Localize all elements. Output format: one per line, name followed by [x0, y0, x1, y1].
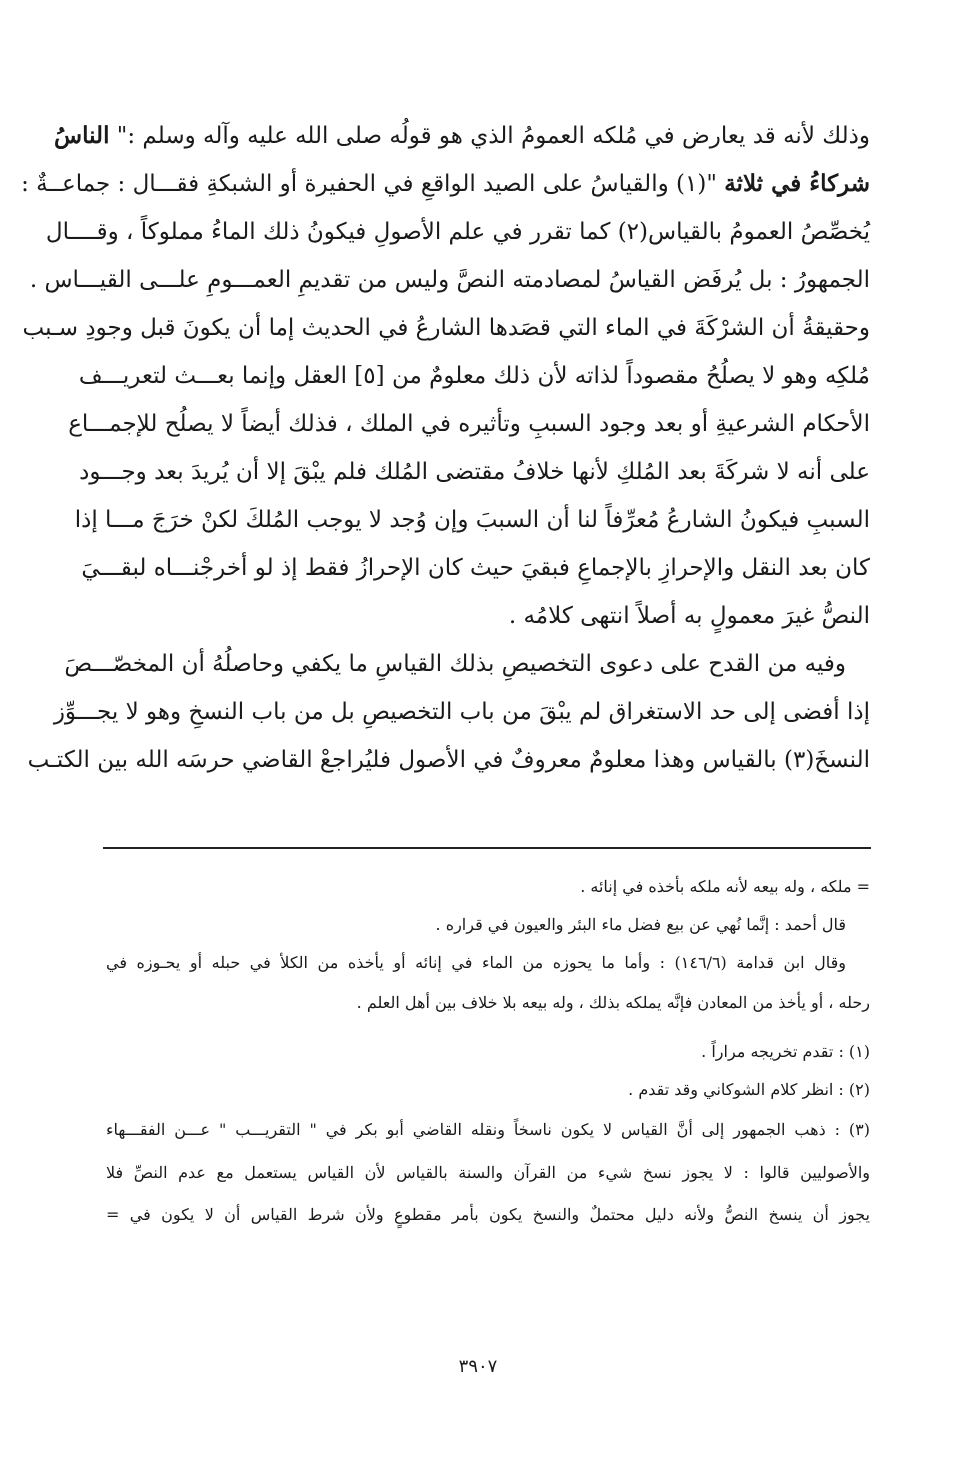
text-line [21, 167, 870, 201]
footnote-line: (١) : تقدم تخريجه مراراً . [701, 1042, 870, 1061]
text-line: كان بعد النقل والإحرازِ بالإجماعِ فبقيَ حيث كان الإحرازُ فقط إذ لو أخرجْنـــاه لبقـــيَ [81, 555, 870, 581]
page-number: ٣٩٠٧ [458, 1356, 498, 1377]
text-line: وحقيقةُ أن الشرْكَةَ في الماء التي قصَدها الشارعُ في الحديث إما أن يكونَ قبل وجودِ سـبب [22, 315, 870, 341]
text-line: إذا أفضى إلى حد الاستغراق لم يبْقَ من باب التخصيصِ بل من باب النسخِ وهو لا يجـــوِّز [53, 699, 870, 725]
footnote-line: (٢) : انظر كلام الشوكاني وقد تقدم . [628, 1080, 870, 1099]
footnote-line: = ملكه ، وله بيعه لأنه ملكه بأخذه في إنائه . [580, 877, 870, 896]
bold-text: الناسُ [54, 122, 110, 149]
text-line: وفيه من القدح على دعوى التخصيصِ بذلك القياسِ ما يكفي وحاصلُهُ أن المخصّـــصَ [64, 651, 846, 677]
footnote-line: وقال ابن قدامة (١٤٦/٦) : وأما ما يحوزه من الماء في إنائه أو يأخذه من الكلأ في حبله أو يحـوزه في [106, 953, 847, 972]
text-line: النسخَ(٣) بالقياس وهذا معلومٌ معروفٌ في الأصول فليُراجعْ القاضي حرسَه الله بين الكتـب [27, 747, 870, 773]
text-line: الأحكام الشرعيةِ أو بعد وجود السببِ وتأثيره في الملك ، فذلك أيضاً لا يصلُح للإجمـــاع [68, 411, 870, 437]
text-line: السببِ فيكونُ الشارعُ مُعرِّفاً لنا أن السببَ وإن وُجد لا يوجب المُلكَ لكنْ خرَجَ مـــا إذا [74, 507, 870, 533]
text-segment: "(١) والقياسُ على الصيد الواقعِ في الحفيرة أو الشبكةِ فقـــال : جماعــةٌ : [21, 171, 725, 197]
footnote-line: والأصوليين قالوا : لا يجوز نسخ شيء من القرآن والسنة بالقياس لأن القياس يستعمل مع عدم النصِّ فلا [106, 1163, 871, 1182]
text-line: النصُّ غيرَ معمولٍ به أصلاً انتهى كلامُه . [508, 603, 870, 629]
footnote-line: يجوز أن ينسخ النصُّ ولأنه دليل محتملٌ والنسخ يكون بأمر مقطوعٍ ولأن شرط القياس أن لا يكون في = [106, 1205, 870, 1224]
footnote-line: قال أحمد : إنَّما نُهي عن بيع فضل ماء البئر والعيون في قراره . [435, 915, 846, 934]
text-line [54, 119, 870, 153]
text-line: يُخصِّصُ العمومُ بالقياس(٢) كما تقرر في علم الأصولِ فيكونُ ذلك الماءُ مملوكاً ، وقــــال [45, 219, 870, 245]
text-line: مُلكِه وهو لا يصلُحُ مقصوداً لذاته لأن ذلك معلومٌ من [٥] العقل وإنما بعـــث لتعريـــف [78, 363, 870, 389]
text-segment: وذلك لأنه قد يعارض في مُلكه العمومُ الذي هو قولُه صلى الله عليه وآله وسلم :" [109, 123, 870, 149]
footnote-line: رحله ، أو يأخذ من المعادن فإنَّه يملكه بذلك ، وله بيعه بلا خلاف بين أهل العلم . [356, 993, 870, 1012]
bold-text: شركاءُ في ثلاثة [724, 170, 870, 197]
text-line: على أنه لا شركَةَ بعد المُلكِ لأنها خلافُ مقتضى المُلك فلم يبْقَ إلا أن يُريدَ بعد وجـــود [79, 459, 870, 485]
footnote-divider [103, 847, 871, 849]
text-line: الجمهورُ : بل يُرفَض القياسُ لمصادمته النصَّ وليس من تقديمِ العمـــومِ علـــى القيـــاس . [29, 267, 870, 293]
footnote-line: (٣) : ذهب الجمهور إلى أنَّ القياس لا يكون ناسخاً ونقله القاضي أبو بكر في " التقريـــب " عـــن الفقـــهاء [106, 1120, 870, 1139]
